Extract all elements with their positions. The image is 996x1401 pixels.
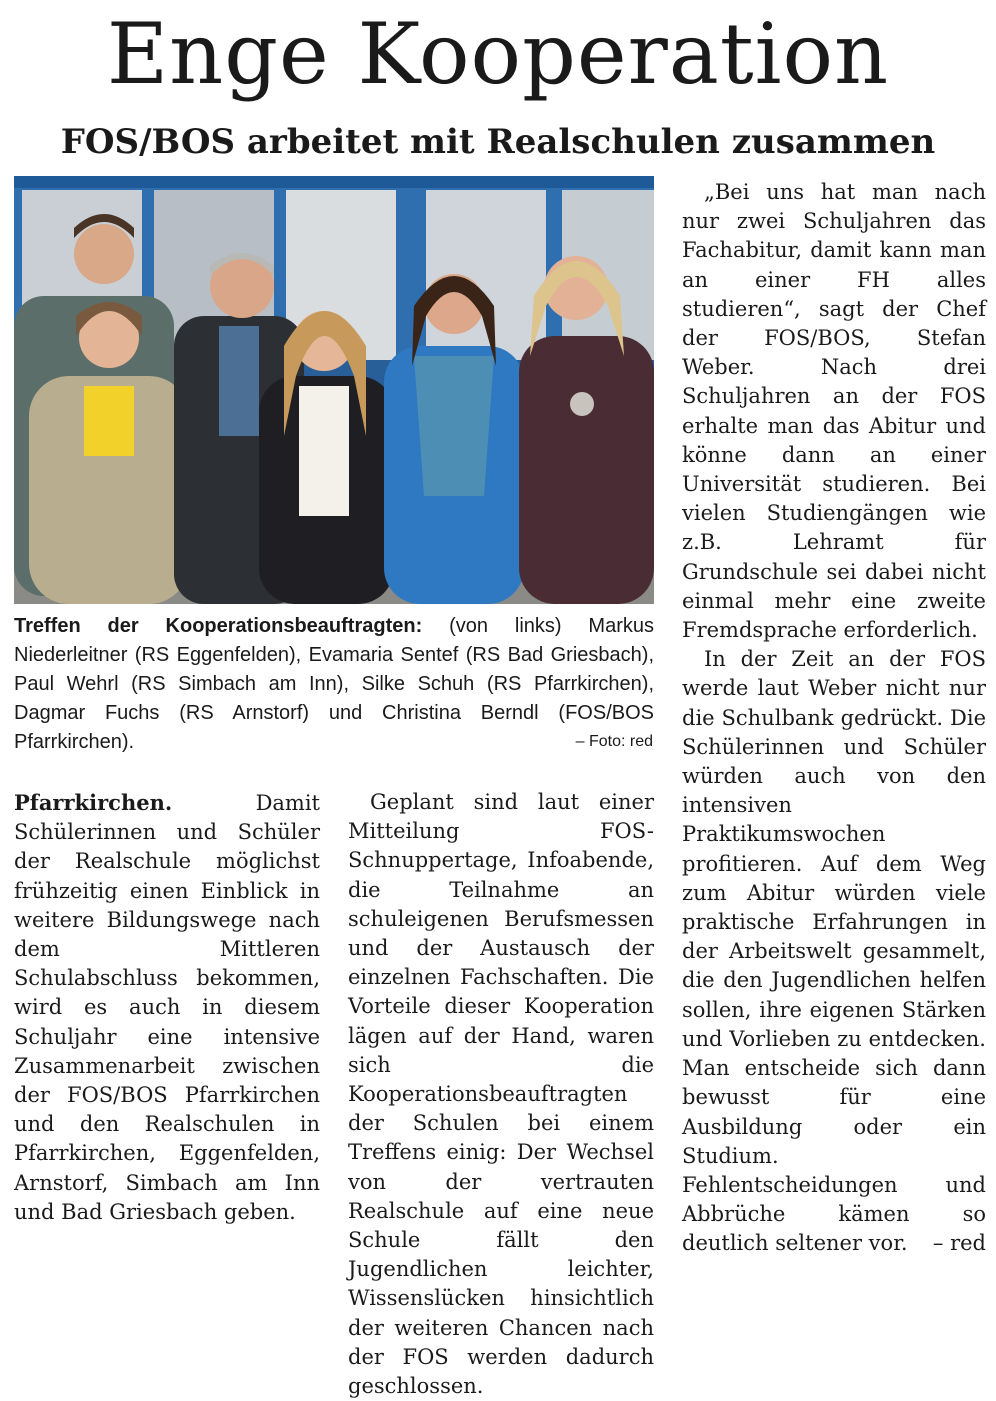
paragraph-1 [14,788,320,1227]
author-signature: – red [932,1231,986,1256]
caption-lead: Treffen der Kooperationsbeauftragten: [14,615,423,637]
article-column-3 [682,178,986,1259]
paragraph-4-text: In der Zeit an der FOS werde laut Weber nicht nur die Schulbank gedrückt. Die Schülerinnen und Schüler würden auch von den intensiven Praktikumswochen profitieren. Auf dem Weg zum Abitur würden viele praktische Erfahrungen in der Arbeitswelt gesammelt, die den Jugendlichen helfen sollen, ihre eigenen Stärken und Vorlieben zu entdecken. Man entscheide sich dann bewusst für eine Ausbildung oder ein Studium. Fehlentscheidungen und Abbrüche kämen so deutlich seltener vor. [682,647,986,1256]
caption-text: (von links) Markus Niederleitner (RS Eggenfelden), Evamaria Sentef (RS Bad Griesbach), Paul Wehrl (RS Simbach am Inn), Silke Schuh (RS Pfarrkirchen), Dagmar Fuchs (RS Arnstorf) und Christina Berndl (FOS/BOS Pfarrkirchen). [14,615,654,753]
headline: Enge Kooperation [106,5,890,103]
paragraph-3: „Bei uns hat man nach nur zwei Schuljahren das Fachabitur, damit kann man an einer FH alles studieren“, sagt der Chef der FOS/BOS, Stefan Weber. Nach drei Schuljahren an der FOS erhalte man das Abitur und könne dann an einer Universität studieren. Bei vielen Studiengängen wie z.B. Lehramt für Grundschule sei dabei nicht einmal mehr eine zweite Fremdsprache erforderlich. [682,180,986,643]
group-photo [14,176,654,604]
paragraph-2: Geplant sind laut einer Mitteilung FOS-Schnuppertage, Infoabende, die Teilnahme an schuleigenen Berufsmessen und der Austausch der einzelnen Fachschaften. Die Vorteile dieser Kooperation lägen auf der Hand, waren sich die Kooperationsbeauftragten der Schulen bei einem Treffens einig: Der Wechsel von der vertrauten Realschule auf eine neue Schule fällt den Jugendlichen leichter, Wissenslücken hinsichtlich der weiteren Chancen nach der FOS werden dadurch geschlossen. [348,790,654,1399]
photo-credit: – Foto: red [575,733,653,750]
article-column-1 [14,788,320,1227]
paragraph-4 [682,645,986,1258]
subheadline: FOS/BOS arbeitet mit Realschulen zusammen [60,122,936,162]
article-column-2 [348,788,654,1401]
dateline: Pfarrkirchen. [14,790,173,815]
paragraph-1-text: Damit Schülerinnen und Schüler der Realschule möglichst frühzeitig einen Einblick in weitere Bildungswege nach dem Mittleren Schulabschluss bekommen, wird es auch in diesem Schuljahr eine intensive Zusammenarbeit zwischen der FOS/BOS Pfarrkirchen und den Realschulen in Pfarrkirchen, Eggenfelden, Arnstorf, Simbach am Inn und Bad Griesbach geben. [14,791,320,1224]
